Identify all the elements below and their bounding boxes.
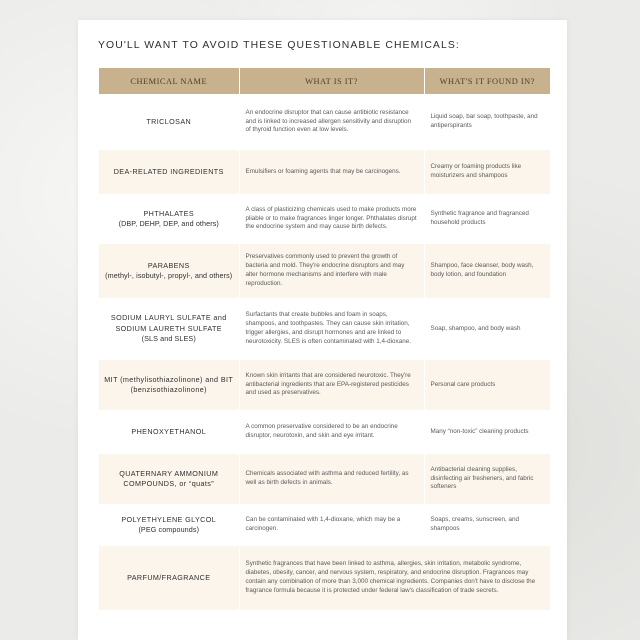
table-row [99, 94, 550, 150]
chemical-name-cell [99, 454, 239, 504]
table-row [99, 410, 550, 454]
table-row [99, 546, 550, 610]
what-is-it-text: Preservatives commonly used to prevent the growth of bacteria and mold. They're endocrine disruptors and may alter hormone mechanisms and interfere with male reproduction. [245, 253, 405, 287]
table-row [99, 504, 550, 546]
found-in-cell [424, 94, 550, 150]
chemical-name: PHTHALATES [143, 208, 195, 218]
chemical-name-cell [99, 410, 239, 454]
chemical-name-cell [99, 94, 239, 150]
chemical-name-cell [99, 504, 239, 546]
what-is-it-text: Surfactants that create bubbles and foam in soaps, shampoos, and toothpastes. They can cause skin irritation, trigger allergies, and disrupt hormones and are linked to neurotoxicity. SLES is often contaminated with 1,4-dioxane. [245, 311, 411, 345]
chemical-name: PHENOXYETHANOL [131, 426, 207, 436]
table-row [99, 244, 550, 298]
found-in-text: Liquid soap, bar soap, toothpaste, and antiperspirants [430, 113, 538, 129]
what-is-it-cell [239, 504, 424, 546]
chemical-name-cell [99, 244, 239, 298]
chemicals-table [99, 68, 550, 610]
column-header-what-is-it: WHAT IS IT? [239, 68, 424, 94]
chemical-name-sub: (PEG compounds) [138, 525, 200, 534]
chemical-name: MIT (methylisothiazolinone) and BIT (benzisothiazolinone) [104, 374, 234, 394]
found-in-cell [424, 360, 550, 410]
found-in-cell [424, 454, 550, 504]
what-is-it-text: Can be contaminated with 1,4-dioxane, which may be a carcinogen. [245, 516, 401, 532]
chemical-name: PARFUM/FRAGRANCE [127, 572, 211, 582]
found-in-text: Synthetic fragrance and fragranced household products [430, 210, 529, 226]
found-in-text: Antibacterial cleaning supplies, disinfecting air fresheners, and fabric softeners [430, 465, 534, 491]
what-is-it-cell [239, 150, 424, 194]
what-is-it-text: Synthetic fragrances that have been linked to asthma, allergies, skin irritation, metabolic syndrome, diabetes, obesity, cancer, and nervous system, respiratory, and endocrine disruption. Fragrances may contain any combination of more than 3,000 chemical ingredients. Companies don't have to disclose the fragrance formula because it is protected under federal law's classification of trade secrets. [245, 560, 536, 594]
chemical-name: POLYETHYLENE GLYCOL [121, 514, 217, 524]
table-row [99, 150, 550, 194]
chemical-name-sub: (SLS and SLES) [141, 334, 196, 344]
chemical-name-cell [99, 194, 239, 244]
found-in-text: Personal care products [430, 380, 496, 388]
column-header-found-in: WHAT'S IT FOUND IN? [424, 68, 550, 94]
what-is-it-cell [239, 244, 424, 298]
chemical-name: TRICLOSAN [146, 116, 192, 126]
chemical-name: DEA-RELATED INGREDIENTS [113, 166, 224, 176]
chemical-name: QUATERNARY AMMONIUM COMPOUNDS, or “quats” [119, 468, 219, 488]
what-is-it-cell [239, 546, 550, 610]
page-title: YOU'LL WANT TO AVOID THESE QUESTIONABLE CHEMICALS: [98, 40, 460, 51]
found-in-text: Creamy or foaming products like moisturizers and shampoos [430, 163, 522, 179]
found-in-cell [424, 194, 550, 244]
what-is-it-cell [239, 94, 424, 150]
chemical-name-sub: (methyl-, isobutyl-, propyl-, and others) [105, 271, 233, 280]
chemical-name: PARABENS [147, 260, 190, 270]
what-is-it-text: A class of plasticizing chemicals used to make products more pliable or to make fragrances linger longer. Phthalates disrupt the endocrine system and may cause birth defects. [245, 205, 417, 231]
found-in-cell [424, 150, 550, 194]
what-is-it-text: Known skin irritants that are considered neurotoxic. They're antibacterial ingredients that are EPA-registered pesticides and used as preservatives. [245, 371, 411, 397]
document-card [78, 20, 567, 640]
what-is-it-text: Emulsifiers or foaming agents that may be carcinogens. [245, 167, 401, 175]
column-header-chemical-name: CHEMICAL NAME [99, 68, 239, 94]
found-in-text: Shampoo, face cleanser, body wash, body lotion, and foundation [430, 262, 534, 278]
what-is-it-text: A common preservative considered to be an endocrine disruptor, neurotoxin, and skin and eye irritant. [245, 423, 398, 439]
table-row [99, 298, 550, 360]
what-is-it-cell [239, 410, 424, 454]
found-in-cell [424, 244, 550, 298]
chemical-name-sub: (DBP, DEHP, DEP, and others) [118, 219, 219, 228]
found-in-text: Many “non-toxic” cleaning products [430, 427, 529, 435]
table-row [99, 194, 550, 244]
chemical-name-cell [99, 298, 239, 360]
chemical-name: SODIUM LAURYL SULFATE and SODIUM LAURETH SULFATE [110, 313, 227, 333]
found-in-text: Soaps, creams, sunscreen, and shampoos [430, 516, 520, 532]
what-is-it-text: Chemicals associated with asthma and reduced fertility, as well as birth defects in animals. [245, 470, 409, 486]
table-header-row [99, 68, 550, 94]
found-in-cell [424, 298, 550, 360]
table-row [99, 454, 550, 504]
table-row [99, 360, 550, 410]
chemical-name-cell [99, 150, 239, 194]
found-in-text: Soap, shampoo, and body wash [430, 324, 521, 332]
chemical-name-cell [99, 360, 239, 410]
what-is-it-text: An endocrine disruptor that can cause antibiotic resistance and is linked to increased allergen sensitivity and disruption of thyroid function even at low levels. [245, 108, 412, 134]
what-is-it-cell [239, 454, 424, 504]
what-is-it-cell [239, 194, 424, 244]
what-is-it-cell [239, 360, 424, 410]
found-in-cell [424, 504, 550, 546]
what-is-it-cell [239, 298, 424, 360]
chemical-name-cell [99, 546, 239, 610]
found-in-cell [424, 410, 550, 454]
